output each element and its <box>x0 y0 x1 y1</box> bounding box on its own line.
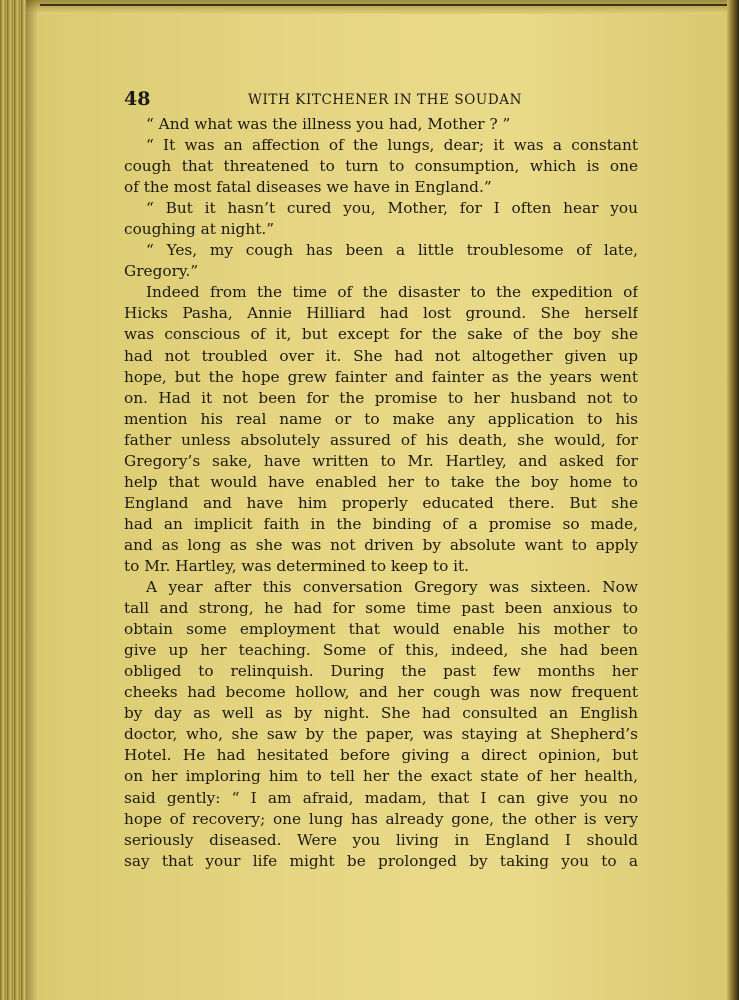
text-line: on her imploring him to tell her the exact state of her health, <box>124 767 638 786</box>
text-line: England and have him properly educated there. But she <box>124 493 638 512</box>
text-line: doctor, who, she saw by the paper, was staying at Shepherd’s <box>124 725 638 744</box>
text-line: “ It was an affection of the lungs, dear; it was a constant <box>146 136 638 155</box>
text-line: had an implicit faith in the binding of a promise so made, <box>124 514 638 533</box>
text-line: obtain some employment that would enable his mother to <box>124 620 638 639</box>
text-line: seriously diseased. Were you living in England I should <box>124 830 638 849</box>
text-line: give up her teaching. Some of this, indeed, she had been <box>124 641 638 660</box>
text-line: Indeed from the time of the disaster to the expedition of <box>146 283 638 302</box>
text-line: Hotel. He had hesitated before giving a direct opinion, but <box>124 746 638 765</box>
top-rule <box>40 4 739 6</box>
text-line: “ Yes, my cough has been a little troublesome of late, <box>146 241 638 260</box>
text-line: had not troubled over it. She had not altogether given up <box>124 346 638 365</box>
text-line: father unless absolutely assured of his death, she would, for <box>124 430 638 449</box>
text-line: say that your life might be prolonged by taking you to a <box>124 851 638 870</box>
text-line: Hicks Pasha, Annie Hilliard had lost ground. She herself <box>124 304 638 323</box>
body-text <box>124 114 638 872</box>
text-line: said gently: “ I am afraid, madam, that I can give you no <box>124 788 638 807</box>
text-line: A year after this conversation Gregory was sixteen. Now <box>146 578 638 597</box>
page-number: 48 <box>124 88 151 110</box>
text-line: on. Had it not been for the promise to her husband not to <box>124 388 638 407</box>
text-line: “ But it hasn’t cured you, Mother, for I often hear you <box>146 199 638 218</box>
text-line: of the most fatal diseases we have in England.” <box>124 178 492 197</box>
text-line: cheeks had become hollow, and her cough was now frequent <box>124 683 638 702</box>
text-line: Gregory.” <box>124 262 199 281</box>
text-line: cough that threatened to turn to consumption, which is one <box>124 157 638 176</box>
text-line: was conscious of it, but except for the sake of the boy she <box>124 325 638 344</box>
text-line: and as long as she was not driven by absolute want to apply <box>124 535 638 554</box>
gutter-shadow <box>26 0 38 1000</box>
text-line: obliged to relinquish. During the past few months her <box>124 662 638 681</box>
text-line: by day as well as by night. She had consulted an English <box>124 704 638 723</box>
page-right-edge <box>727 0 739 1000</box>
running-header <box>124 88 638 114</box>
text-line: to Mr. Hartley, was determined to keep to it. <box>124 556 470 575</box>
book-spine-edge <box>0 0 26 1000</box>
text-line: help that would have enabled her to take the boy home to <box>124 472 638 491</box>
text-line: tall and strong, he had for some time past been anxious to <box>124 599 638 618</box>
text-line: hope, but the hope grew fainter and fainter as the years went <box>124 367 638 386</box>
page-body <box>124 88 638 872</box>
text-line: hope of recovery; one lung has already gone, the other is very <box>124 809 638 828</box>
text-line: Gregory’s sake, have written to Mr. Hartley, and asked for <box>124 451 638 470</box>
text-line: “ And what was the illness you had, Mother ? ” <box>146 115 511 133</box>
text-line: mention his real name or to make any application to his <box>124 409 638 428</box>
running-title: WITH KITCHENER IN THE SOUDAN <box>248 92 523 108</box>
page-top-edge <box>0 0 739 14</box>
text-line: coughing at night.” <box>124 220 275 239</box>
